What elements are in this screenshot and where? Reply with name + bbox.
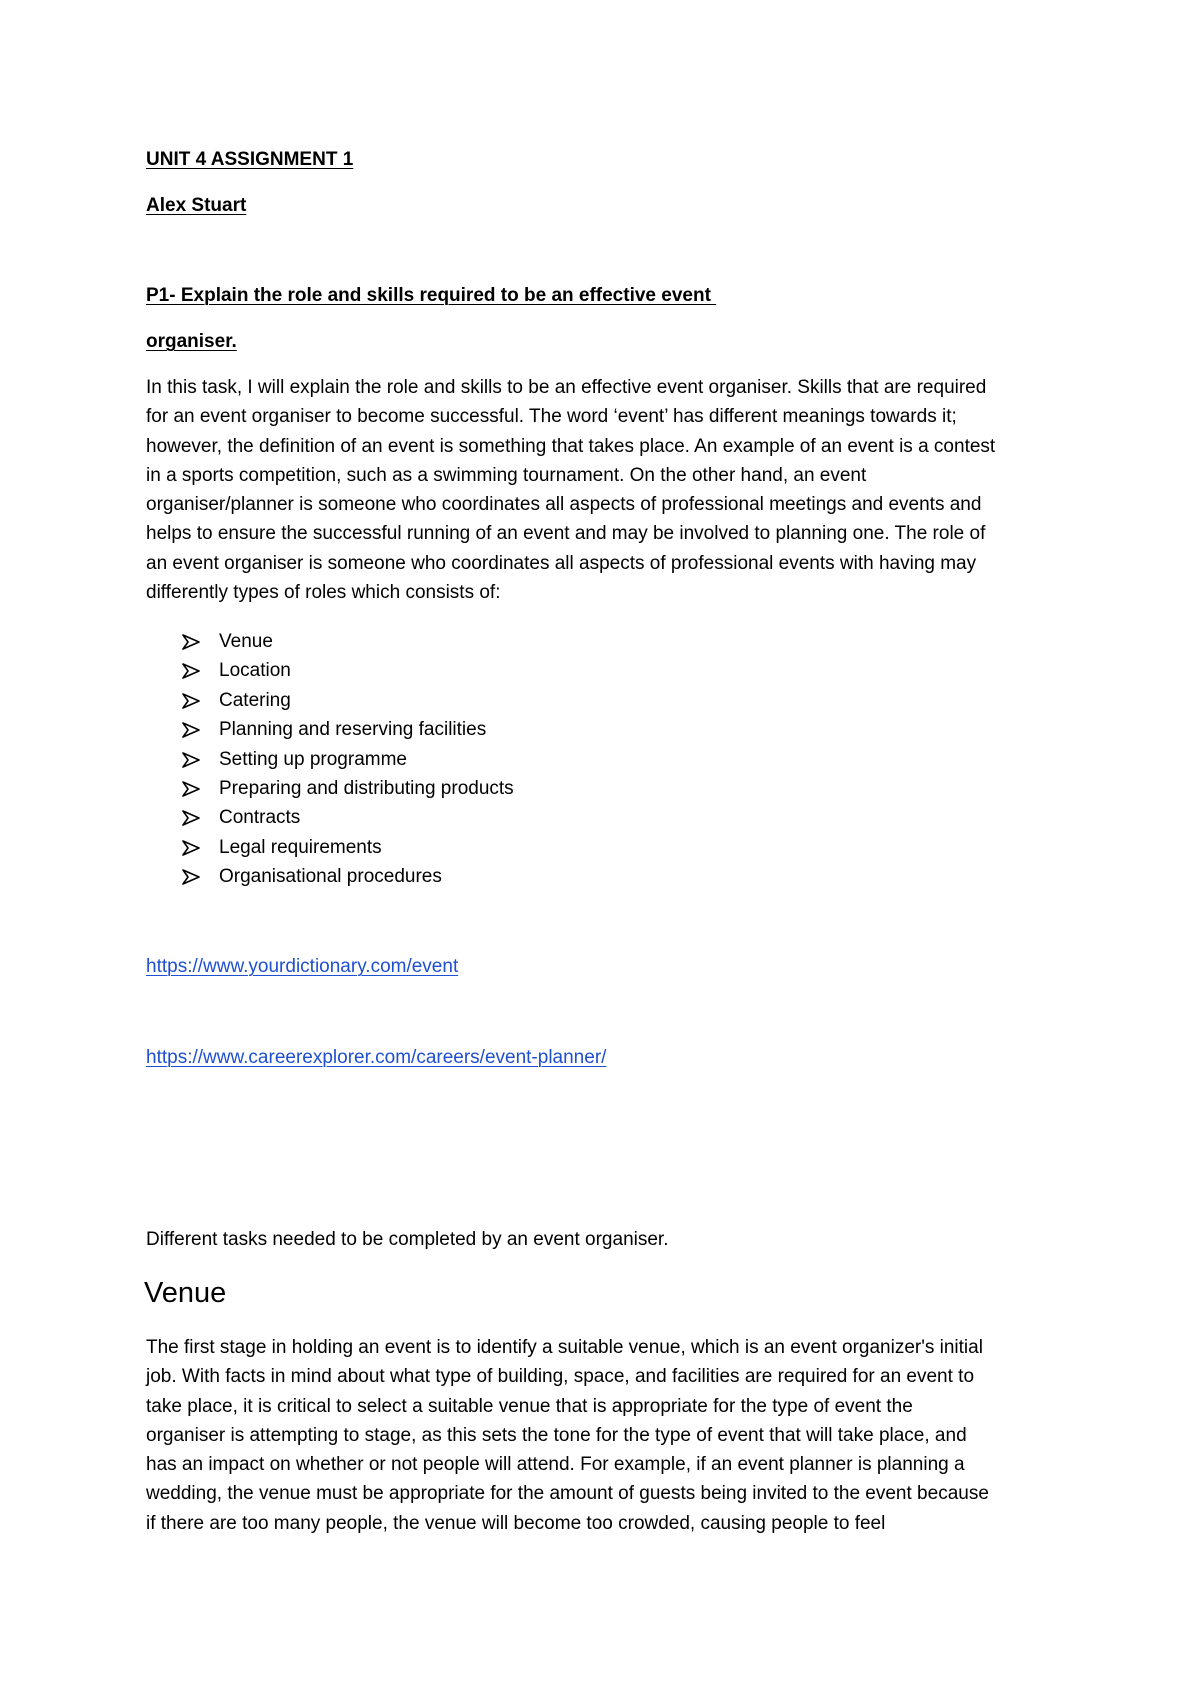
list-item-label: Legal requirements — [219, 836, 382, 858]
list-item — [182, 803, 514, 832]
intro-line: organiser/planner is someone who coordinates all aspects of professional meetings and events and — [146, 494, 982, 516]
intro-line: helps to ensure the successful running of an event and may be involved to planning one. The role of — [146, 523, 986, 545]
arrowhead-bullet-icon — [182, 840, 200, 856]
document-title: UNIT 4 ASSIGNMENT 1 — [146, 149, 354, 170]
list-item-label: Catering — [219, 689, 291, 711]
list-item-label: Location — [219, 660, 291, 682]
list-item-label: Organisational procedures — [219, 866, 442, 888]
list-item — [182, 774, 514, 803]
arrowhead-bullet-icon — [182, 722, 200, 738]
list-item — [182, 627, 514, 656]
task-heading-line-2: organiser. — [146, 331, 237, 352]
list-item — [182, 862, 514, 891]
list-item — [182, 745, 514, 774]
intro-line: differently types of roles which consists of: — [146, 582, 501, 604]
list-item-label: Setting up programme — [219, 748, 407, 770]
list-item-label: Contracts — [219, 807, 301, 829]
list-item-label: Venue — [219, 631, 273, 652]
arrowhead-bullet-icon — [182, 663, 200, 679]
intro-line: however, the definition of an event is something that takes place. An example of an event is a contest — [146, 435, 996, 457]
intro-line: for an event organiser to become successful. The word ‘event’ has different meanings towards it; — [146, 406, 957, 428]
venue-line: organiser is attempting to stage, as this sets the tone for the type of event that will take place, and — [146, 1424, 967, 1446]
arrowhead-bullet-icon — [182, 810, 200, 826]
venue-line: job. With facts in mind about what type of building, space, and facilities are required for an event to — [146, 1366, 975, 1388]
arrowhead-bullet-icon — [182, 693, 200, 709]
tasks-intro-text: Different tasks needed to be completed by an event organiser. — [146, 1229, 669, 1250]
roles-list — [182, 627, 514, 892]
venue-line: take place, it is critical to select a suitable venue that is appropriate for the type of event the — [146, 1395, 913, 1417]
venue-line: has an impact on whether or not people will attend. For example, if an event planner is planning a — [146, 1454, 965, 1476]
arrowhead-bullet-icon — [182, 752, 200, 768]
venue-line: if there are too many people, the venue will become too crowded, causing people to feel — [146, 1512, 886, 1534]
list-item — [182, 833, 514, 862]
list-item — [182, 656, 514, 685]
reference-link-careerexplorer[interactable]: https://www.careerexplorer.com/careers/event-planner/ — [146, 1047, 607, 1068]
arrowhead-bullet-icon — [182, 634, 200, 650]
list-item — [182, 686, 514, 715]
arrowhead-bullet-icon — [182, 781, 200, 797]
list-item-label: Planning and reserving facilities — [219, 719, 487, 741]
arrowhead-bullet-icon — [182, 869, 200, 885]
intro-paragraph — [146, 373, 1076, 607]
list-item — [182, 715, 514, 744]
reference-link-yourdictionary[interactable]: https://www.yourdictionary.com/event — [146, 956, 459, 977]
venue-paragraph — [146, 1333, 1076, 1538]
venue-line: The first stage in holding an event is to identify a suitable venue, which is an event organizer's initial — [146, 1337, 983, 1358]
intro-line: an event organiser is someone who coordinates all aspects of professional events with having may — [146, 552, 977, 574]
author-name: Alex Stuart — [146, 195, 247, 216]
intro-line: in a sports competition, such as a swimming tournament. On the other hand, an event — [146, 464, 867, 486]
intro-line: In this task, I will explain the role and skills to be an effective event organiser. Skills that are required — [146, 377, 987, 398]
task-heading-line-1: P1- Explain the role and skills required to be an effective event — [146, 285, 717, 306]
venue-line: wedding, the venue must be appropriate for the amount of guests being invited to the event because — [146, 1483, 989, 1505]
section-heading-venue: Venue — [144, 1277, 227, 1309]
list-item-label: Preparing and distributing products — [219, 778, 514, 800]
